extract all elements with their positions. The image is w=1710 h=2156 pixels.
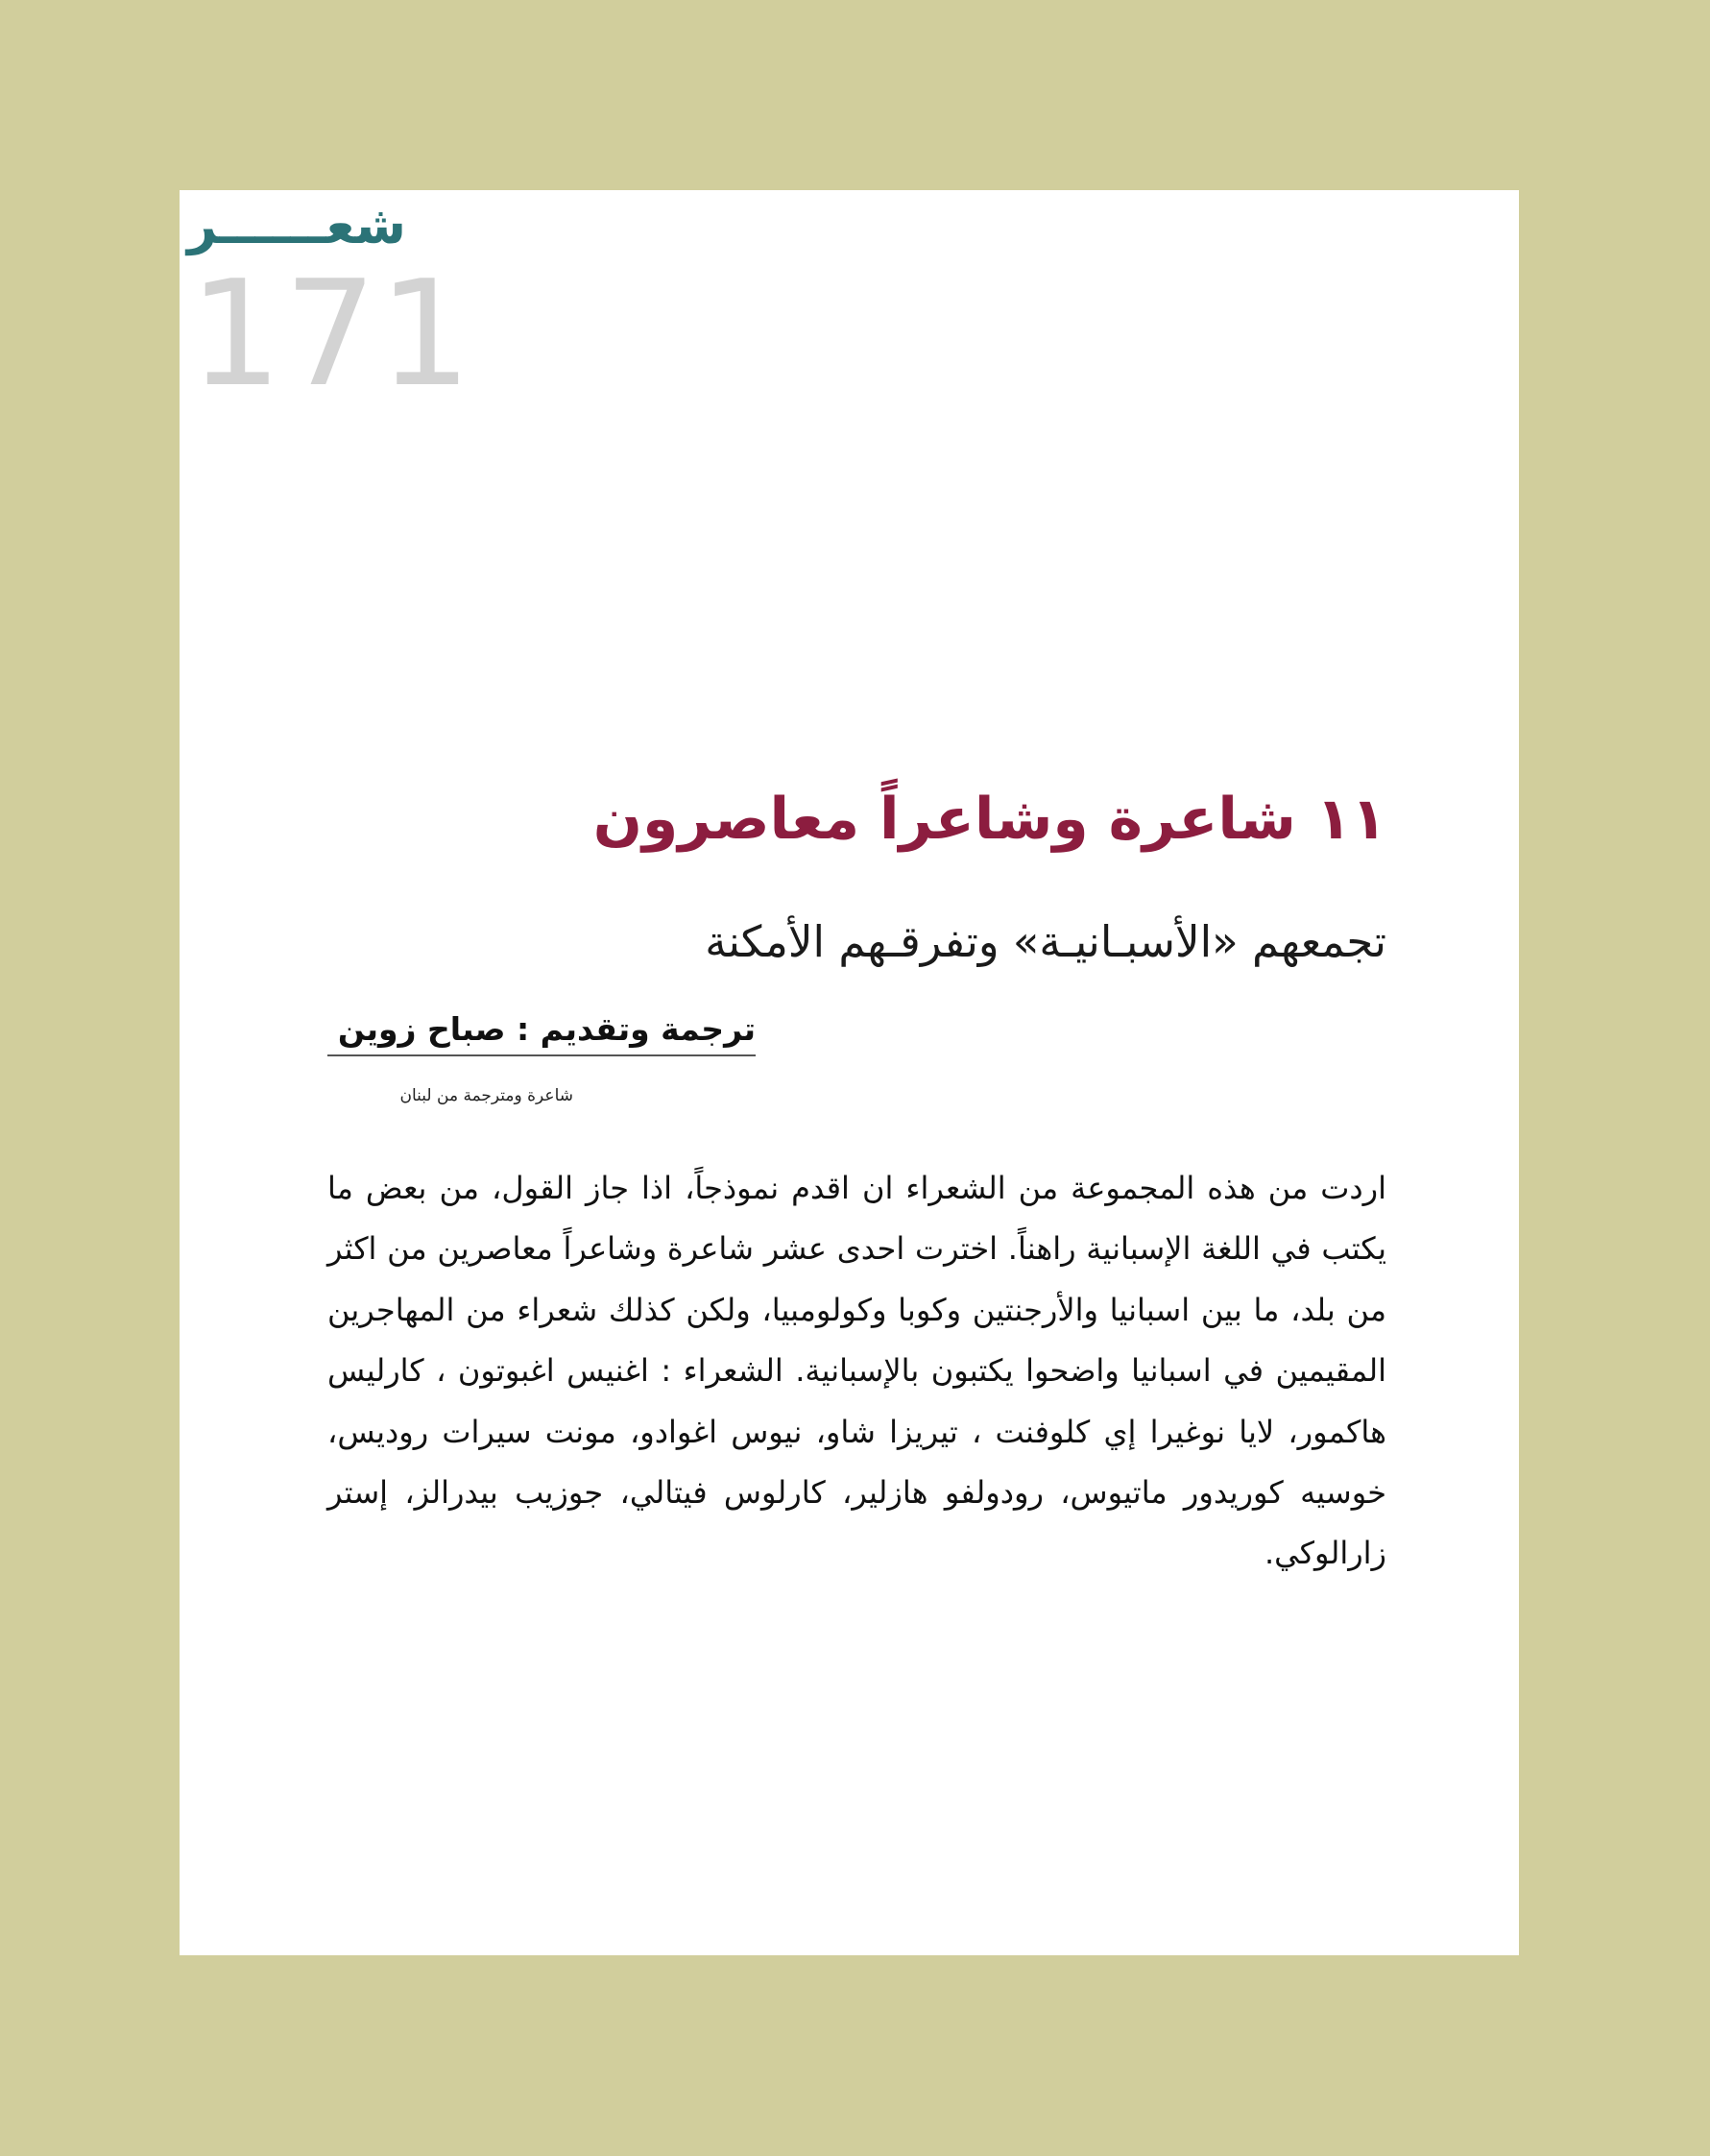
byline: ترجمة وتقديم : صباح زوين	[327, 1005, 756, 1056]
article-body: اردت من هذه المجموعة من الشعراء ان اقدم نموذجاً، اذا جاز القول، من بعض ما يكتب في اللغة الإسبانية راهناً. اخترت احدى عشر شاعرة وشاعراً معاصرين من اكثر من بلد، ما بين اسبانيا والأرجنتين وكوبا وكولومبيا، ولكن كذلك شعراء من المهاجرين المقيمين في اسبانيا واضحوا يكتبون بالإسبانية. الشعراء : اغنيس اغبوتون ، كارليس هاكمور، لايا نوغيرا إي كلوفنت ، تيريزا شاو، نيوس اغوادو، مونت سيرات روديس، خوسيه كوريدور ماتيوس، رودولفو هازلير، كارلوس فيتالي، جوزيب بيدرالز، إستر زارالوكي.	[327, 1170, 1386, 1572]
page	[180, 190, 1519, 1955]
article-title: ١١ شاعرة وشاعراً معاصرون	[592, 786, 1386, 853]
byline-note: شاعرة ومترجمة من لبنان	[399, 1086, 573, 1105]
section-label: شعــــــر	[187, 195, 406, 255]
article-subtitle: تجمعهم «الأسبـانيـة» وتفرقـهم الأمكنة	[705, 916, 1386, 967]
page-number: 171	[189, 249, 474, 419]
